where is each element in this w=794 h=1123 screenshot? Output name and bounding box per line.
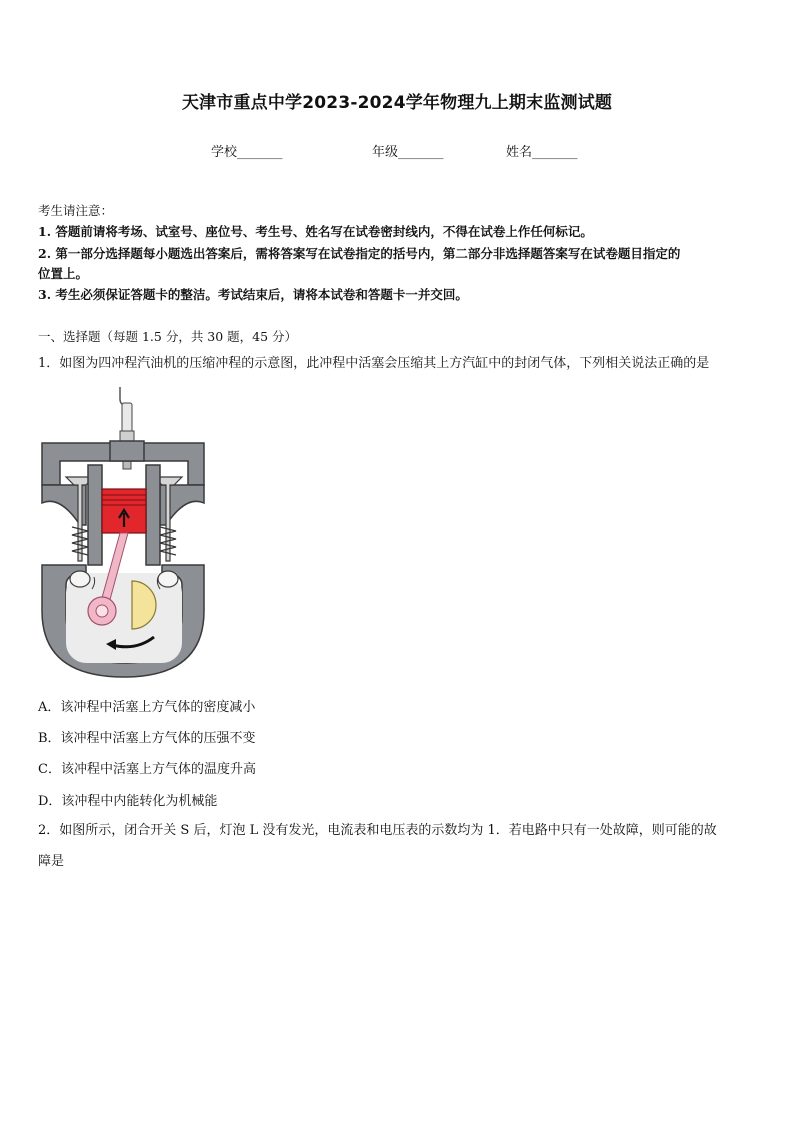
option-d: D．该冲程中内能转化为机械能 [38,794,218,809]
school-field [211,141,283,160]
page-title: 天津市重点中学2023-2024学年物理九上期末监测试题 [181,93,613,113]
exhaust-cam [158,571,178,587]
engine-diagram [36,385,211,681]
notice-item-1: 1. 答题前请将考场、试室号、座位号、考生号、姓名写在试卷密封线内，不得在试卷上作任何标记。 [38,224,593,239]
option-b: B．该冲程中活塞上方气体的压强不变 [38,731,256,746]
option-a: A．该冲程中活塞上方气体的密度减小 [38,700,256,715]
question-2-stem-line-1: 2．如图所示，闭合开关 S 后，灯泡 L 没有发光，电流表和电压表的示数均为 1．若电路中只有一处故障，则可能的故 [38,823,717,838]
notice-item-3: 3. 考生必须保证答题卡的整洁。考试结束后，请将本试卷和答题卡一并交回。 [38,287,468,302]
school-blank: _______ [237,145,283,160]
notice-item-2: 2. 第一部分选择题每小题选出答案后，需将答案写在试卷指定的括号内，第二部分非选择题答案写在试卷题目指定的 [38,246,681,261]
piston [102,489,146,533]
section-heading: 一、选择题（每题 1.5 分，共 30 题，45 分） [38,329,298,344]
grade-blank: _______ [398,145,444,160]
notice-heading: 考生请注意： [38,203,114,218]
question-1-stem: 1．如图为四冲程汽油机的压缩冲程的示意图，此冲程中活塞会压缩其上方汽缸中的封闭气体，下列相关说法正确的是 [38,356,710,371]
school-label: 学校 [211,145,238,160]
name-field [506,141,578,160]
intake-cam [70,571,90,587]
notice-item-2-cont: 位置上。 [38,266,89,281]
grade-label: 年级 [372,145,399,160]
option-c: C．该冲程中活塞上方气体的温度升高 [38,762,256,777]
grade-field [372,141,444,160]
question-2-stem-line-2: 障是 [38,854,65,869]
name-label: 姓名 [506,145,533,160]
name-blank: _______ [532,145,578,160]
